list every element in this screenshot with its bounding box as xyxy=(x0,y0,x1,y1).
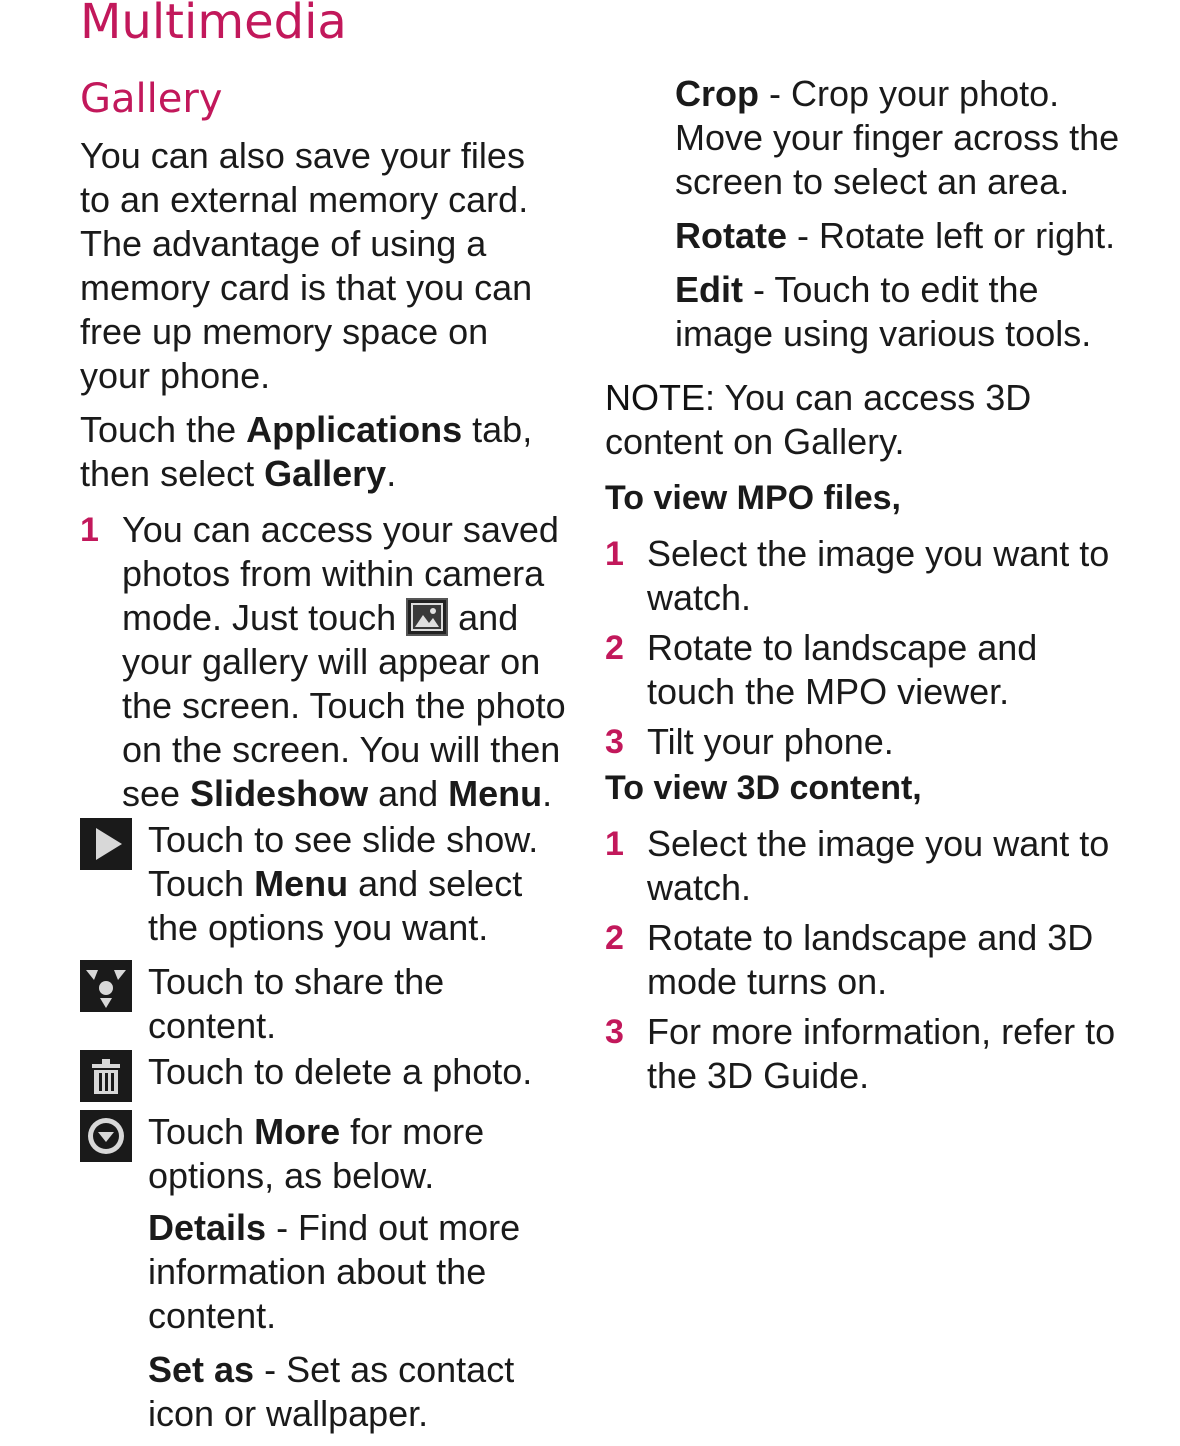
applications-label: Applications xyxy=(246,409,463,450)
more-text-c: for more options, as below. xyxy=(148,1111,485,1196)
delete-description: Touch to delete a photo. xyxy=(148,1051,533,1092)
step-text: Select the image you want to watch. xyxy=(647,823,1110,908)
section-title: Gallery xyxy=(80,76,223,122)
note xyxy=(605,376,1075,464)
share-row xyxy=(80,960,580,1048)
step-number: 3 xyxy=(605,1013,624,1051)
mpo-steps xyxy=(605,532,1125,764)
more-text-a: Touch xyxy=(148,1111,255,1152)
more-label: More xyxy=(254,1111,341,1152)
step-number: 1 xyxy=(605,535,624,573)
step-text: Tilt your phone. xyxy=(647,721,894,762)
set-as-label: Set as xyxy=(148,1349,255,1390)
left-column xyxy=(80,70,580,1446)
gallery-image-icon xyxy=(406,598,448,636)
option-crop xyxy=(675,72,1125,204)
option-rotate xyxy=(675,214,1125,258)
crop-text: - Crop your photo. Move your finger across the screen to select an area. xyxy=(675,73,1120,202)
right-column xyxy=(605,72,1125,1104)
step-number: 1 xyxy=(80,511,99,549)
option-details xyxy=(148,1206,580,1338)
view3d-step-2 xyxy=(605,916,1125,1004)
page-heading: Multimedia xyxy=(80,0,347,50)
touch-instruction xyxy=(80,408,550,496)
share-description: Touch to share the content. xyxy=(148,961,445,1046)
mpo-step-2 xyxy=(605,626,1125,714)
step1-text-d: . xyxy=(542,773,553,814)
step-number: 2 xyxy=(605,919,624,957)
menu-label: Menu xyxy=(448,773,543,814)
step-number: 1 xyxy=(605,825,624,863)
step-text: Select the image you want to watch. xyxy=(647,533,1110,618)
crop-label: Crop xyxy=(675,73,759,114)
mpo-step-3 xyxy=(605,720,1125,764)
mpo-title: To view MPO files, xyxy=(605,479,901,517)
rotate-text: - Rotate left or right. xyxy=(787,215,1116,256)
option-set-as xyxy=(148,1348,580,1436)
step-1 xyxy=(80,508,580,816)
play-row xyxy=(80,818,580,950)
slideshow-label: Slideshow xyxy=(190,773,369,814)
edit-label: Edit xyxy=(675,269,743,310)
more-row xyxy=(80,1110,580,1198)
step1-text-b: and your gallery will appear on the screen. Touch the photo on the screen. You will then see xyxy=(122,597,566,814)
more-description xyxy=(148,1110,580,1198)
play-text-a: Touch to see slide show. Touch xyxy=(148,819,539,904)
edit-text: - Touch to edit the image using various tools. xyxy=(675,269,1092,354)
step-text: Rotate to landscape and touch the MPO viewer. xyxy=(647,627,1038,712)
touch-mid: tab, then select xyxy=(80,409,533,494)
touch-post: . xyxy=(386,453,397,494)
note-text: You can access 3D content on Gallery. xyxy=(605,377,1032,462)
gallery-label: Gallery xyxy=(264,453,387,494)
mpo-step-1 xyxy=(605,532,1125,620)
play-description xyxy=(148,818,580,950)
step1-text-c: and xyxy=(368,773,449,814)
details-text: - Find out more information about the content. xyxy=(148,1207,521,1336)
step-number: 2 xyxy=(605,629,624,667)
view3d-title: To view 3D content, xyxy=(605,769,922,807)
step-text: For more information, refer to the 3D Guide. xyxy=(647,1011,1116,1096)
step-text xyxy=(122,508,580,816)
step-text: Rotate to landscape and 3D mode turns on. xyxy=(647,917,1094,1002)
view3d-step-3 xyxy=(605,1010,1125,1098)
step1-text-a: You can access your saved photos from within camera mode. Just touch xyxy=(122,509,559,638)
details-label: Details xyxy=(148,1207,267,1248)
more-icon xyxy=(80,1110,132,1162)
step-number: 3 xyxy=(605,723,624,761)
play-menu-label: Menu xyxy=(254,863,349,904)
share-icon xyxy=(80,960,132,1012)
rotate-label: Rotate xyxy=(675,215,788,256)
view3d-steps xyxy=(605,822,1125,1098)
trash-icon xyxy=(80,1050,132,1102)
play-icon xyxy=(80,818,132,870)
play-text-c: and select the options you want. xyxy=(148,863,523,948)
view3d-step-1 xyxy=(605,822,1125,910)
delete-row xyxy=(80,1050,580,1102)
note-label: NOTE: xyxy=(605,377,716,418)
option-edit xyxy=(675,268,1125,356)
intro-paragraph: You can also save your files to an external memory card. The advantage of using a memory card is that you can free up memory space on your phone. xyxy=(80,135,533,396)
touch-pre: Touch the xyxy=(80,409,247,450)
set-as-text: - Set as contact icon or wallpaper. xyxy=(148,1349,515,1434)
